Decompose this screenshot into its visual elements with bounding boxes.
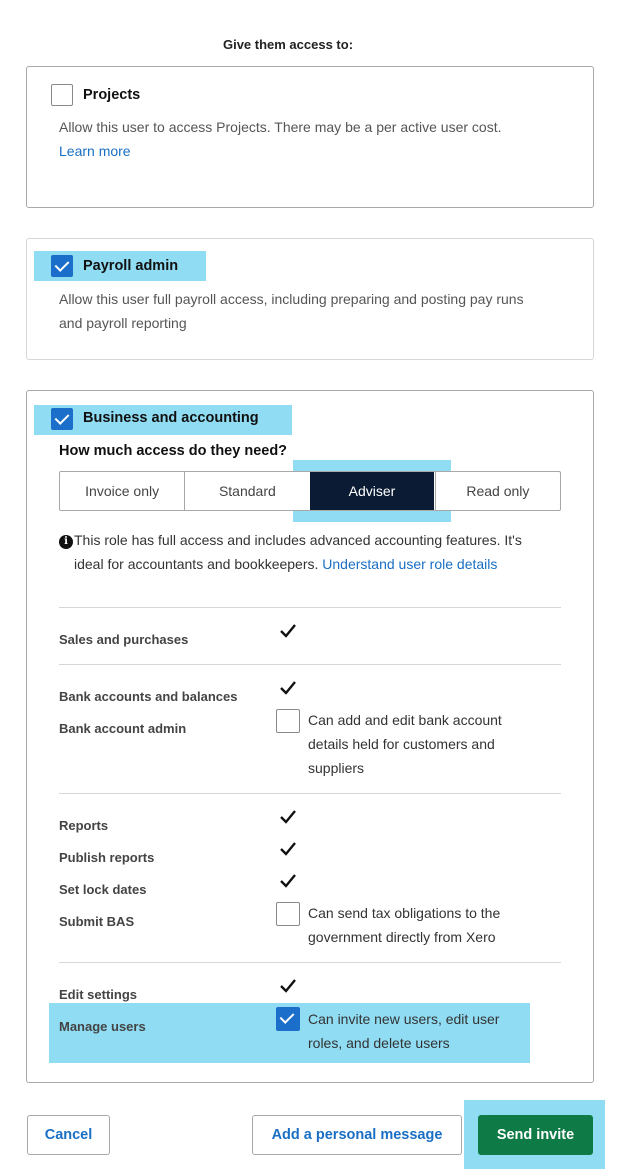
projects-description: Allow this user to access Projects. There may be a per active user cost. xyxy=(59,119,502,135)
role-info-line1: This role has full access and includes advanced accounting features. It's xyxy=(74,532,522,548)
manage-users-description xyxy=(308,1007,538,1055)
role-details-link[interactable]: Understand user role details xyxy=(322,556,498,572)
submit-bas-checkbox[interactable] xyxy=(276,902,300,926)
payroll-label: Payroll admin xyxy=(83,258,179,274)
payroll-description-line1: Allow this user full payroll access, including preparing and posting pay runs xyxy=(59,291,524,307)
submit-bas-description xyxy=(308,901,538,949)
payroll-description-line2: and payroll reporting xyxy=(59,315,187,331)
projects-checkbox[interactable] xyxy=(51,84,73,106)
info-icon: i xyxy=(59,535,73,549)
perm-reports: Reports xyxy=(59,818,109,833)
role-info-line2 xyxy=(74,552,564,576)
perm-bank-accounts-balances: Bank accounts and balances xyxy=(59,689,238,704)
check-icon xyxy=(279,622,297,640)
submit-bas-desc-line2: government directly from Xero xyxy=(308,929,496,945)
projects-learn-more-link[interactable]: Learn more xyxy=(59,143,131,159)
divider xyxy=(59,607,561,608)
business-checkbox[interactable] xyxy=(51,408,73,430)
perm-edit-settings: Edit settings xyxy=(59,987,138,1002)
bank-account-admin-desc-line1: Can add and edit bank account xyxy=(308,712,502,728)
access-heading: Give them access to: xyxy=(222,37,354,52)
bank-account-admin-description xyxy=(308,708,538,780)
manage-users-desc-line1: Can invite new users, edit user xyxy=(308,1011,500,1027)
divider xyxy=(59,793,561,794)
business-label: Business and accounting xyxy=(83,410,259,426)
projects-label: Projects xyxy=(83,87,141,103)
perm-bank-account-admin: Bank account admin xyxy=(59,721,187,736)
perm-set-lock-dates: Set lock dates xyxy=(59,882,147,897)
manage-users-checkbox[interactable] xyxy=(276,1007,300,1031)
payroll-checkbox[interactable] xyxy=(51,255,73,277)
access-question: How much access do they need? xyxy=(59,443,288,459)
role-read-only[interactable]: Read only xyxy=(466,483,530,499)
role-standard[interactable]: Standard xyxy=(185,472,310,510)
bank-account-admin-desc-line3: suppliers xyxy=(308,760,365,776)
perm-manage-users: Manage users xyxy=(59,1019,146,1034)
perm-submit-bas: Submit BAS xyxy=(59,914,135,929)
bank-account-admin-desc-line2: details held for customers and xyxy=(308,736,495,752)
role-adviser[interactable]: Adviser xyxy=(310,472,434,510)
role-info-text xyxy=(74,528,564,576)
check-icon xyxy=(279,977,297,995)
send-invite-button[interactable]: Send invite xyxy=(478,1115,593,1155)
check-icon xyxy=(279,679,297,697)
divider xyxy=(59,962,561,963)
divider xyxy=(59,664,561,665)
perm-publish-reports: Publish reports xyxy=(59,850,155,865)
add-personal-message-button[interactable]: Add a personal message xyxy=(252,1115,462,1155)
role-info-line2-text: ideal for accountants and bookkeepers. xyxy=(74,556,319,572)
perm-sales-purchases: Sales and purchases xyxy=(59,632,189,647)
manage-users-desc-line2: roles, and delete users xyxy=(308,1035,450,1051)
submit-bas-desc-line1: Can send tax obligations to the xyxy=(308,905,501,921)
check-icon xyxy=(279,840,297,858)
bank-account-admin-checkbox[interactable] xyxy=(276,709,300,733)
check-icon xyxy=(279,808,297,826)
role-invoice-only[interactable]: Invoice only xyxy=(60,472,185,510)
check-icon xyxy=(279,872,297,890)
cancel-button[interactable]: Cancel xyxy=(27,1115,110,1155)
